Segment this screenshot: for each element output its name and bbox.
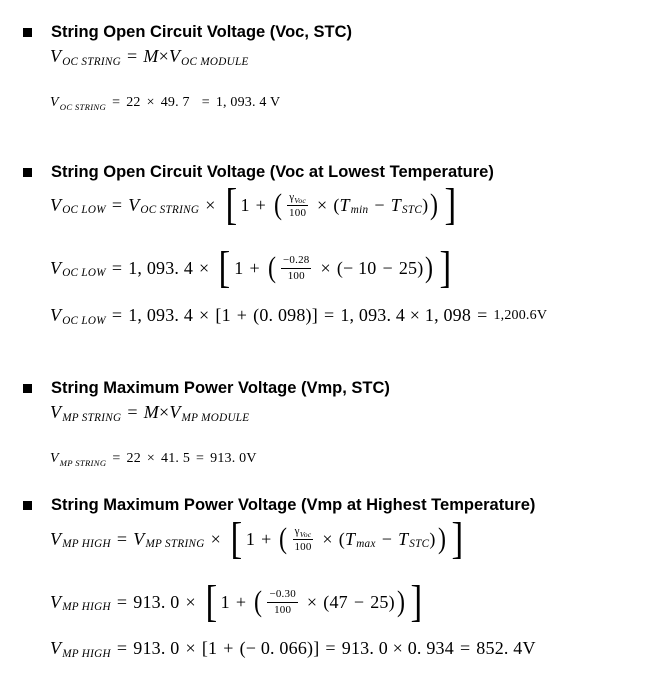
bullet-icon (23, 28, 32, 37)
heading-text: String Maximum Power Voltage (Vmp at Highest Temperature) (51, 495, 536, 514)
formula-vmp-string: V MP STRING = M × V MP MODULE (50, 402, 250, 424)
calc-voc-low-2: V OC LOW = 1, 093. 4 × [1 + (0. 098) ] = 1, 093. 4 × 1, 098 = 1,200.6V (50, 305, 548, 327)
bullet-icon (23, 168, 32, 177)
calc-voc-string: V OC STRING = 22 × 49. 7 = 1, 093. 4 V (50, 95, 281, 112)
bullet-icon (23, 384, 32, 393)
heading-voc-stc (0, 21, 352, 43)
bullet-icon (23, 501, 32, 510)
calc-voc-low-1: V OC LOW = 1, 093. 4 × [ 1 + ( $\frac{-0.28}{100}$ × ( − 10 − 25 ) ) ] (50, 243, 452, 292)
formula-voc-low: V OC LOW = V OC STRING × [ 1 + ( $\frac{\gamma_{Voc}}{100}$ × ( T min − T STC ) ) ] (50, 180, 456, 229)
formula-vmp-high: V MP HIGH = V MP STRING × [ 1 + ( $\frac{\gamma_{Voc}}{100}$ × ( T max − T STC ) ) ] (50, 514, 464, 563)
heading-text: String Open Circuit Voltage (Voc, STC) (51, 22, 352, 41)
heading-vmp-high (0, 494, 535, 516)
heading-vmp-stc (0, 377, 390, 399)
formula-voc-string: V OC STRING = M × V OC MODULE (50, 46, 249, 68)
calc-vmp-string: V MP STRING = 22 × 41. 5 = 913. 0V (50, 451, 257, 468)
heading-text: String Open Circuit Voltage (Voc at Lowest Temperature) (51, 162, 494, 181)
calc-vmp-high-1: V MP HIGH = 913. 0 × [ 1 + ( $\frac{-0.30}{100}$ × ( 47 − 25 ) ) ] (50, 577, 423, 626)
heading-voc-low (0, 161, 494, 183)
heading-text: String Maximum Power Voltage (Vmp, STC) (51, 378, 390, 397)
calc-vmp-high-2: V MP HIGH = 913. 0 × [1 + (− 0. 066) ] = 913. 0 × 0. 934 = 852. 4V (50, 638, 536, 660)
